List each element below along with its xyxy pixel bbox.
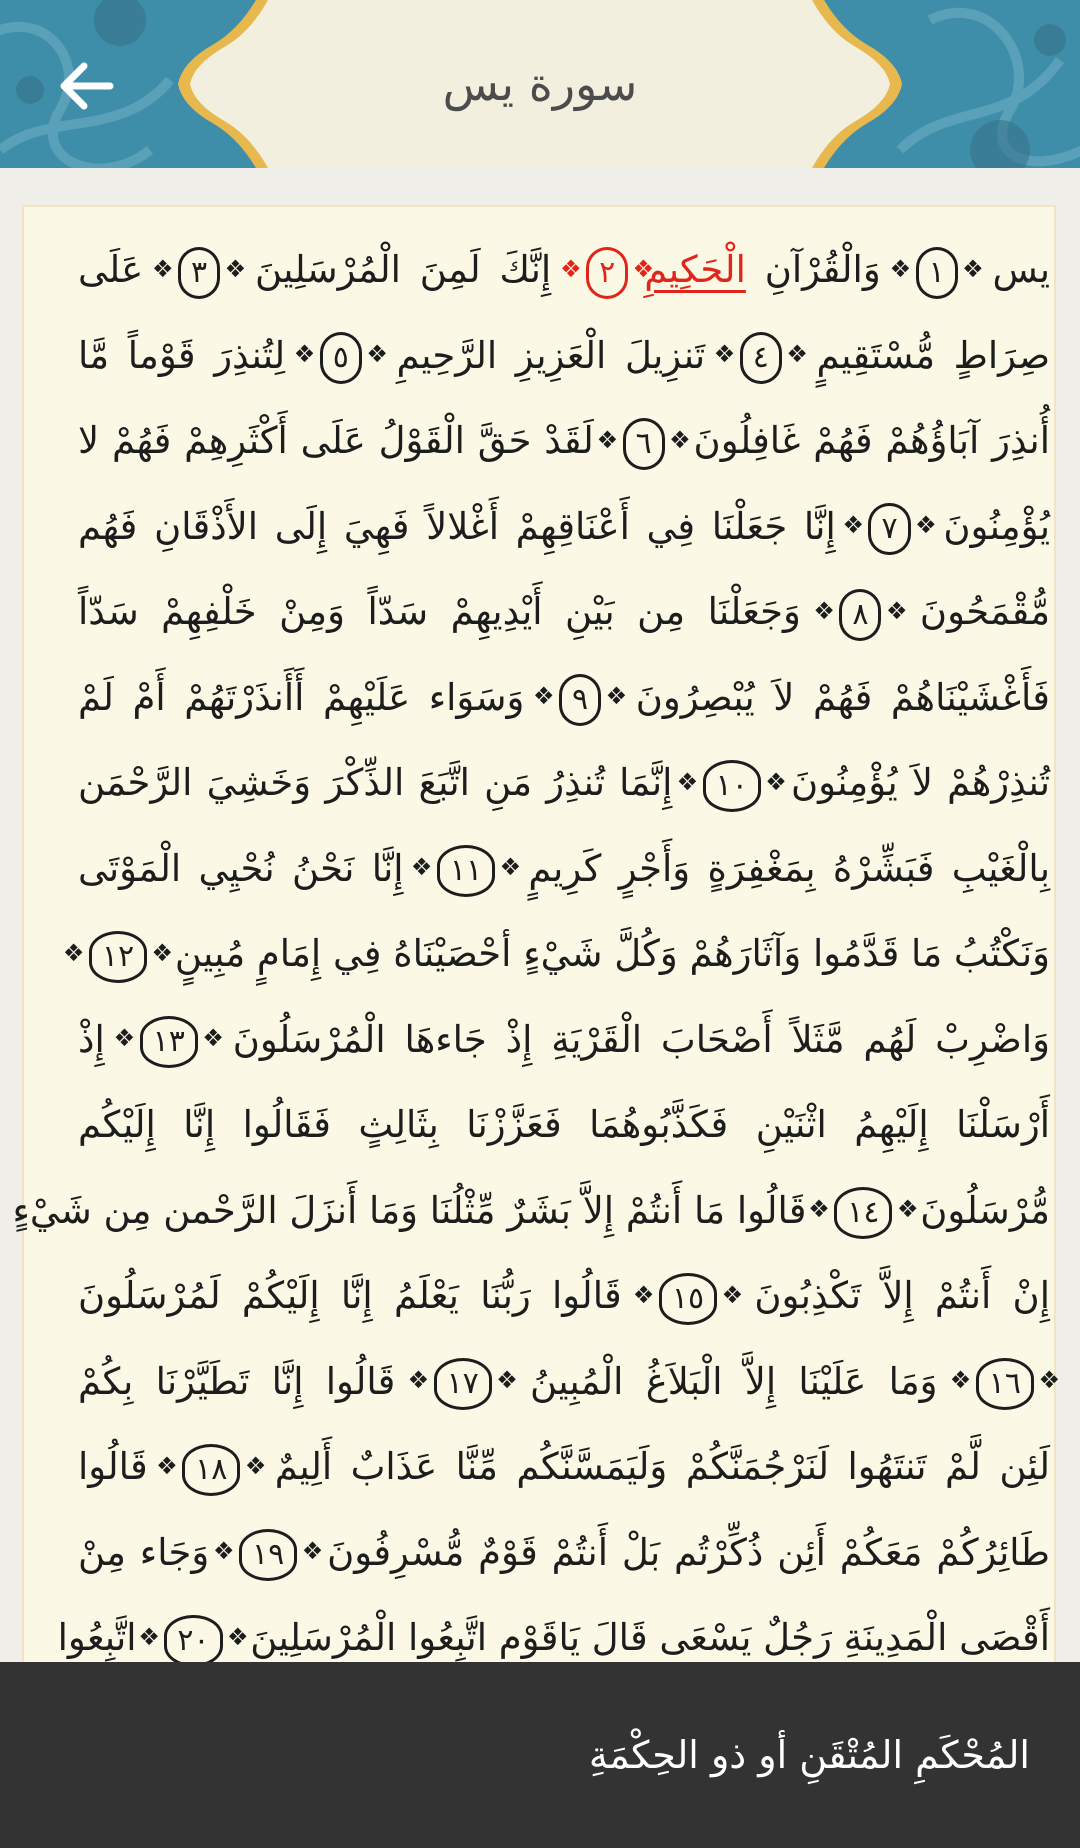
- ayah-number: ٩: [559, 674, 601, 726]
- quran-line: [78, 740, 1050, 826]
- word-meaning-text: المُحْكَمِ المُتْقَنِ أو ذو الحِكْمَةِ: [588, 1733, 1030, 1777]
- mushaf-page: [12, 205, 1056, 1685]
- verse-text[interactable]: بِالْغَيْبِ فَبَشِّرْهُ بِمَغْفِرَةٍ وَأَجْرٍ كَرِيمٍ: [511, 846, 1051, 890]
- verse-text[interactable]: إِنَّكَ لَمِنَ الْمُرْسَلِينَ: [236, 248, 571, 291]
- verse-text[interactable]: عَلَى: [78, 248, 163, 291]
- ayah-number-marker[interactable]: [856, 503, 922, 555]
- quran-line: [78, 1082, 1050, 1168]
- quran-line: [78, 997, 1050, 1083]
- verse-text[interactable]: وَجَعَلْنَا مِن بَيْنِ أَيْدِيهِمْ سَدّاً وَمِنْ خَلْفِهِمْ سَدّاً: [78, 590, 824, 633]
- ayah-number-marker[interactable]: [77, 931, 159, 983]
- verse-text[interactable]: وَمَا عَلَيْنَا إِلاَّ الْبَلاَغُ الْمُبِينُ: [507, 1359, 960, 1403]
- ayah-number: ١: [916, 247, 958, 299]
- quran-line: [78, 398, 1050, 484]
- verse-text[interactable]: تَنزِيلَ الْعَزِيزِ الرَّحِيمِ: [377, 333, 724, 377]
- verse-text[interactable]: وَسَوَاء عَلَيْهِمْ أَأَنذَرْتَهُمْ أَمْ لَمْ: [78, 675, 543, 719]
- ayah-number: ١٠: [703, 760, 761, 812]
- ayah-number-marker[interactable]: [611, 418, 677, 470]
- verse-text[interactable]: وَنَكْتُبُ مَا قَدَّمُوا وَآثَارَهُمْ وَكُلَّ شَيْءٍ أحْصَيْنَاهُ فِي إِمَامٍ مُبِينٍ: [163, 932, 1050, 975]
- ayah-number: ٦: [623, 418, 665, 470]
- verse-text[interactable]: تُنذِرْهُمْ لاَ يُؤْمِنُونَ: [776, 761, 1050, 804]
- ayah-number-marker[interactable]: [904, 247, 970, 299]
- ayah-number-marker[interactable]: [227, 1529, 309, 1581]
- ayah-number: ١٦: [976, 1358, 1034, 1410]
- verse-text[interactable]: أَقْصَى الْمَدِينَةِ رَجُلٌ يَسْعَى قَالَ يَاقَوْمِ اتَّبِعُوا الْمُرْسَلِينَ: [238, 1616, 1050, 1659]
- verse-text[interactable]: وَاضْرِبْ لَهُم مَّثَلاً أَصْحَابَ الْقَرْيَةِ إِذْ جَاءهَا الْمُرْسَلُونَ: [213, 1017, 1050, 1061]
- quran-line: [78, 569, 1050, 655]
- verse-text[interactable]: إِذْ: [78, 1017, 124, 1061]
- ayah-number-marker[interactable]: [166, 247, 232, 299]
- selected-word[interactable]: الْحَكِيمِ: [644, 248, 746, 291]
- quran-line: [78, 826, 1050, 912]
- verse-text[interactable]: قَالُوا إِنَّا تَطَيَّرْنَا بِكُمْ: [78, 1359, 418, 1403]
- ayah-number: ٢: [586, 247, 628, 299]
- ayah-number: ١٤: [834, 1187, 892, 1239]
- ayah-number-marker[interactable]: [964, 1358, 1046, 1410]
- quran-line: [12, 1168, 1050, 1254]
- ayah-number-marker[interactable]: [128, 1016, 210, 1068]
- ayah-number: ٢٠: [164, 1615, 222, 1667]
- app-header: [0, 0, 1080, 168]
- page-area: [0, 168, 1080, 1662]
- ayah-number-marker[interactable]: [170, 1444, 252, 1496]
- verse-text[interactable]: صِرَاطٍ مُّسْتَقِيمٍ: [797, 333, 1050, 377]
- quran-line: [78, 911, 1050, 997]
- verse-text[interactable]: لَقَدْ حَقَّ الْقَوْلُ عَلَى أَكْثَرِهِمْ فَهُمْ لا: [78, 419, 607, 462]
- back-button[interactable]: [44, 44, 128, 128]
- ayah-number-marker[interactable]: [827, 589, 893, 641]
- ayah-number-marker[interactable]: [574, 247, 640, 299]
- ayah-number: ٤: [740, 332, 782, 384]
- quran-line: [78, 1510, 1050, 1596]
- ayah-number-marker[interactable]: [308, 332, 374, 384]
- quran-line: [78, 1424, 1050, 1510]
- quran-line: [78, 227, 1050, 313]
- ayah-number-marker[interactable]: [425, 845, 507, 897]
- ayah-number-marker[interactable]: [152, 1615, 234, 1667]
- verse-text[interactable]: لِتُنذِرَ قَوْماً مَّا: [78, 333, 304, 377]
- verse-text[interactable]: أَرْسَلْنَا إِلَيْهِمُ اثْنَيْنِ فَكَذَّبُوهُمَا فَعَزَّزْنَا بِثَالِثٍ فَقَالُوا إِنَّا إِلَيْكُم: [78, 1103, 1050, 1146]
- verse-text[interactable]: قَالُوا مَا أَنتُمْ إِلاَّ بَشَرٌ مِّثْلُنَا وَمَا أَنزَلَ الرَّحْمن مِن شَيْءٍ: [12, 1188, 819, 1232]
- ayah-number: ١٥: [659, 1273, 717, 1325]
- ayah-number: ٧: [868, 503, 910, 555]
- verse-text[interactable]: مُّرْسَلُونَ: [908, 1188, 1050, 1232]
- ayah-number-marker[interactable]: [422, 1358, 504, 1410]
- verse-text[interactable]: قَالُوا: [78, 1445, 167, 1488]
- verse-text[interactable]: يُؤْمِنُونَ: [926, 504, 1051, 548]
- verse-text[interactable]: اتَّبِعُوا: [57, 1616, 149, 1659]
- ayah-number: ٣: [178, 247, 220, 299]
- verse-text[interactable]: لَئِن لَّمْ تَنتَهُوا لَنَرْجُمَنَّكُمْ وَلَيَمَسَّنَّكُم مِّنَّا عَذَابٌ أَلِيمٌ: [256, 1445, 1051, 1488]
- ayah-number-marker[interactable]: [647, 1273, 729, 1325]
- ayah-number: ١١: [437, 845, 495, 897]
- ayah-number: ١٧: [434, 1358, 492, 1410]
- verse-text[interactable]: وَالْقُرْآنِ: [745, 248, 900, 291]
- verse-text[interactable]: إِنْ أَنتُمْ إِلاَّ تَكْذِبُونَ: [733, 1274, 1050, 1317]
- verse-text[interactable]: إِنَّا نَحْنُ نُحْيِي الْمَوْتَى: [78, 846, 421, 890]
- verse-text[interactable]: إِنَّا جَعَلْنَا فِي أَعْنَاقِهِمْ أَغْلالاً فَهِيَ إِلَى الأَذْقَانِ فَهُم: [78, 504, 853, 548]
- verse-text[interactable]: وَجَاء مِنْ: [78, 1530, 224, 1574]
- quran-line: [78, 655, 1050, 741]
- ayah-number-marker[interactable]: [822, 1187, 904, 1239]
- ayah-number: ٥: [320, 332, 362, 384]
- verse-text[interactable]: فَأَغْشَيْنَاهُمْ فَهُمْ لاَ يُبْصِرُونَ: [617, 675, 1050, 719]
- verse-text[interactable]: إِنَّمَا تُنذِرُ مَنِ اتَّبَعَ الذِّكْرَ وَخَشِيَ الرَّحْمَن: [78, 761, 687, 804]
- verse-text[interactable]: طَائِرُكُمْ مَعَكُمْ أَئِن ذُكِّرْتُم بَلْ أَنتُمْ قَوْمٌ مُّسْرِفُونَ: [313, 1530, 1050, 1574]
- surah-title: سورة يس: [442, 57, 638, 111]
- ayah-number: ١٨: [182, 1444, 240, 1496]
- ayah-number: ١٩: [239, 1529, 297, 1581]
- verse-text[interactable]: مُّقْمَحُونَ: [897, 590, 1051, 633]
- quran-line: [78, 1339, 1050, 1425]
- word-meaning-panel: [0, 1662, 1080, 1848]
- quran-line: [78, 1253, 1050, 1339]
- verse-text[interactable]: قَالُوا رَبُّنَا يَعْلَمُ إِنَّا إِلَيْكُمْ لَمُرْسَلُونَ: [78, 1274, 643, 1317]
- quran-line: [78, 313, 1050, 399]
- arrow-left-icon: [58, 61, 114, 111]
- ayah-number: ٨: [839, 589, 881, 641]
- ayah-number: ١٢: [89, 931, 147, 983]
- verse-text[interactable]: يس: [973, 248, 1051, 291]
- verse-text[interactable]: أُنذِرَ آبَاؤُهُمْ فَهُمْ غَافِلُونَ: [680, 419, 1050, 462]
- quran-line: [78, 484, 1050, 570]
- ayah-number: ١٣: [140, 1016, 198, 1068]
- ayah-number-marker[interactable]: [547, 674, 613, 726]
- ayah-number-marker[interactable]: [691, 760, 773, 812]
- ayah-number-marker[interactable]: [728, 332, 794, 384]
